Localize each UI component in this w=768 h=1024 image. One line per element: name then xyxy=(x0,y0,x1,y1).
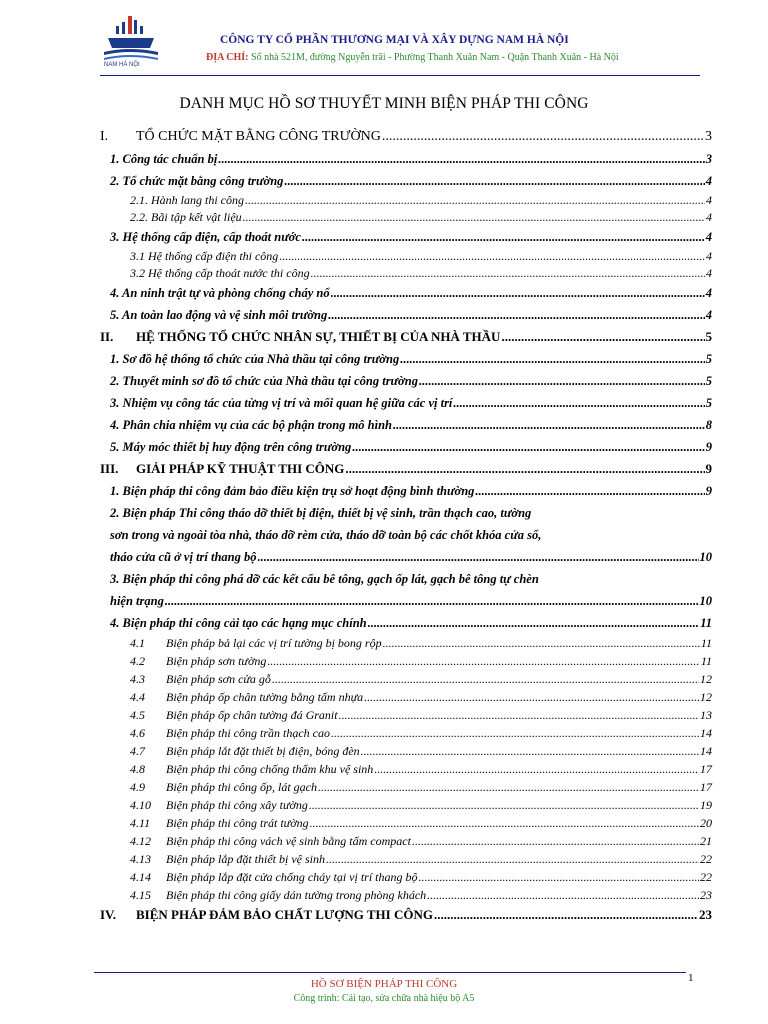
company-logo xyxy=(100,12,160,74)
company-name: CÔNG TY CỔ PHẦN THƯƠNG MẠI VÀ XÂY DỰNG NAM HÀ NỘI xyxy=(220,34,569,46)
toc-subentry[interactable]: 4.7 Biện pháp lắt đặt thiết bị điện, bóng đèn ..... 14 xyxy=(100,742,712,760)
footer-project: Công trình: Cải tạo, sửa chữa nhà hiệu bộ A5 xyxy=(293,993,475,1004)
toc-entry[interactable]: tháo cửa cũ ở vị trí thang bộ ..... 10 xyxy=(100,546,712,568)
toc-section-4[interactable]: IV. BIỆN PHÁP ĐẢM BẢO CHẤT LƯỢNG THI CÔNG ..... 23 xyxy=(100,904,712,926)
toc-subentry[interactable]: 4.4 Biện pháp ốp chân tường bằng tấm nhựa ..... 12 xyxy=(100,688,712,706)
toc-subentry[interactable]: 3.2 Hệ thống cấp thoát nước thi công ..... 4 xyxy=(100,265,712,282)
toc-entry-line: sơn trong và ngoài tòa nhà, tháo dỡ rèm cửa, tháo dỡ toàn bộ các chốt khóa cửa sổ, xyxy=(110,528,542,542)
logo-text: NAM HÀ NỘI xyxy=(104,62,140,68)
toc-entry[interactable]: 5. An toàn lao động và vệ sinh môi trường ..... 4 xyxy=(100,304,712,326)
toc-subentry[interactable]: 4.8 Biện pháp thi công chống thấm khu vệ sinh ..... 17 xyxy=(100,760,712,778)
address-label: ĐỊA CHỈ: xyxy=(206,52,249,63)
toc-subentry[interactable]: 4.5 Biện pháp ốp chân tường đá Granit ..... 13 xyxy=(100,706,712,724)
toc-entry[interactable]: 4. Biện pháp thi công cải tạo các hạng mục chính ..... 11 xyxy=(100,612,712,634)
toc-entry[interactable]: 4. An ninh trật tự và phòng chống cháy nổ ..... 4 xyxy=(100,282,712,304)
document-header xyxy=(100,10,700,70)
page-number: 1 xyxy=(688,972,694,984)
toc-entry[interactable]: 1. Biện pháp thi công đảm bảo điều kiện trụ sở hoạt động bình thường ..... 9 xyxy=(100,480,712,502)
header-divider xyxy=(100,75,700,76)
toc-subentry[interactable]: 4.3 Biện pháp sơn cửa gỗ ..... 12 xyxy=(100,670,712,688)
toc-entry[interactable]: 3. Nhiệm vụ công tác của từng vị trí và mối quan hệ giữa các vị trí ..... 5 xyxy=(100,392,712,414)
toc-entry[interactable]: 1. Sơ đồ hệ thống tổ chức của Nhà thầu tại công trường ..... 5 xyxy=(100,348,712,370)
toc-subentry[interactable]: 2.2. Bãi tập kết vật liệu ..... 4 xyxy=(100,209,712,226)
page-title: DANH MỤC HỒ SƠ THUYẾT MINH BIỆN PHÁP THI CÔNG xyxy=(179,95,589,112)
toc-subentry[interactable]: 4.14 Biện pháp lắp đặt cửa chống cháy tại vị trí thang bộ ..... 22 xyxy=(100,868,712,886)
footer-divider xyxy=(94,972,686,973)
toc-entry[interactable]: hiện trạng ..... 10 xyxy=(100,590,712,612)
toc-section-3[interactable]: III. GIẢI PHÁP KỸ THUẬT THI CÔNG ..... 9 xyxy=(100,458,712,480)
toc-subitems xyxy=(100,634,712,904)
toc-section-1[interactable]: I. TỔ CHỨC MẶT BẰNG CÔNG TRƯỜNG ..... 3 xyxy=(100,126,712,148)
toc-entry[interactable]: 3. Hệ thống cấp điện, cấp thoát nước ..... 4 xyxy=(100,226,712,248)
toc-subentry[interactable]: 4.11 Biện pháp thi công trát tường ..... 20 xyxy=(100,814,712,832)
toc-subentry[interactable]: 4.10 Biện pháp thi công xây tường ..... 19 xyxy=(100,796,712,814)
table-of-contents xyxy=(100,126,712,926)
toc-subentry[interactable]: 4.13 Biện pháp lắp đặt thiết bị vệ sinh ..... 22 xyxy=(100,850,712,868)
toc-subentry[interactable]: 2.1. Hành lang thi công ..... 4 xyxy=(100,192,712,209)
toc-entry[interactable]: 1. Công tác chuẩn bị ..... 3 xyxy=(100,148,712,170)
toc-entry[interactable]: 4. Phân chia nhiệm vụ của các bộ phận trong mô hình ..... 8 xyxy=(100,414,712,436)
company-address xyxy=(206,52,619,63)
toc-subentry[interactable]: 4.1 Biện pháp bả lại các vị trí tường bị bong rộp ..... 11 xyxy=(100,634,712,652)
toc-entry-line: 3. Biện pháp thi công phá dỡ các kết cấu bê tông, gạch ốp lát, gạch bê tông tự chèn xyxy=(110,572,539,586)
toc-subentry[interactable]: 4.2 Biện pháp sơn tường ..... 11 xyxy=(100,652,712,670)
toc-entry[interactable]: 2. Tổ chức mặt bằng công trường ..... 4 xyxy=(100,170,712,192)
address-text: Số nhà 521M, đường Nguyễn trãi - Phường Thanh Xuân Nam - Quận Thanh Xuân - Hà Nội xyxy=(248,52,619,63)
toc-subentry[interactable]: 4.12 Biện pháp thi công vách vệ sinh bằng tấm compact ..... 21 xyxy=(100,832,712,850)
toc-section-2[interactable]: II. HỆ THỐNG TỔ CHỨC NHÂN SỰ, THIẾT BỊ CỦA NHÀ THẦU ..... 5 xyxy=(100,326,712,348)
footer-title: HỒ SƠ BIỆN PHÁP THI CÔNG xyxy=(310,978,458,990)
toc-subentry[interactable]: 4.15 Biện pháp thi công giấy dán tường trong phòng khách ..... 23 xyxy=(100,886,712,904)
toc-subentry[interactable]: 3.1 Hệ thống cấp điện thi công ..... 4 xyxy=(100,248,712,265)
toc-entry-line: 2. Biện pháp Thi công tháo dỡ thiết bị điện, thiết bị vệ sinh, trần thạch cao, tường xyxy=(110,506,532,520)
toc-subentry[interactable]: 4.6 Biện pháp thi công trần thạch cao ..... 14 xyxy=(100,724,712,742)
toc-entry[interactable]: 2. Thuyết minh sơ đồ tổ chức của Nhà thầu tại công trường ..... 5 xyxy=(100,370,712,392)
toc-subentry[interactable]: 4.9 Biện pháp thi công ốp, lát gạch ..... 17 xyxy=(100,778,712,796)
toc-entry[interactable]: 5. Máy móc thiết bị huy động trên công trường ..... 9 xyxy=(100,436,712,458)
